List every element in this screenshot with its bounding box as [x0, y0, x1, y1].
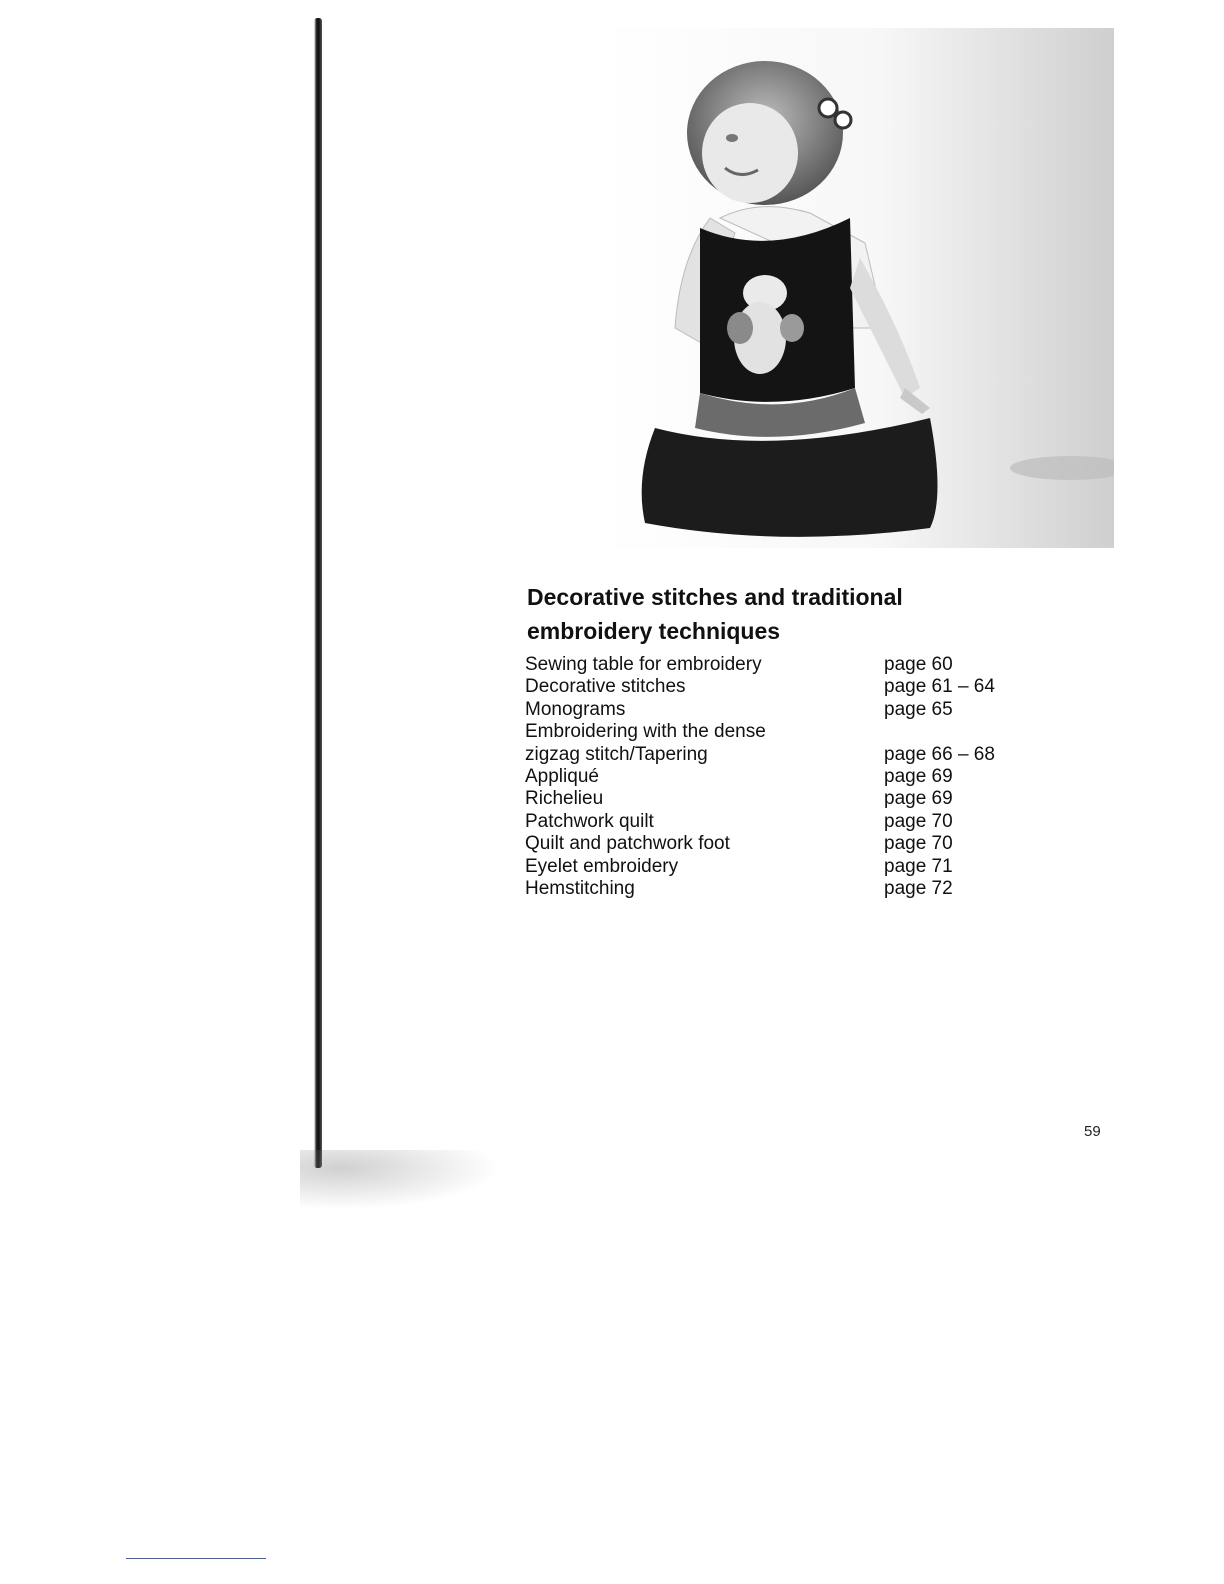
page-number: 59	[1084, 1123, 1101, 1140]
toc-label: Eyelet embroidery	[525, 855, 679, 877]
toc-label: Richelieu	[525, 788, 604, 810]
toc-row	[525, 676, 1085, 698]
toc-page: page 71	[884, 855, 953, 877]
toc-label: zigzag stitch/Tapering	[525, 743, 708, 765]
toc-row	[525, 856, 1085, 878]
toc-row	[525, 699, 1085, 721]
toc-row	[525, 766, 1085, 788]
toc-label: Embroidering with the dense	[525, 721, 766, 743]
toc-label: Quilt and patchwork foot	[525, 833, 730, 855]
toc-label: Monograms	[525, 698, 626, 720]
toc-row	[525, 721, 1085, 743]
section-heading-line-1: Decorative stitches and traditional	[527, 584, 903, 610]
toc-page: page 65	[884, 698, 953, 720]
toc-row	[525, 744, 1085, 766]
toc-page: page 70	[884, 833, 953, 855]
toc-page: page 69	[884, 788, 953, 810]
section-heading-line-2: embroidery techniques	[527, 618, 781, 644]
toc-page: page 72	[884, 877, 953, 899]
toc-page: page 70	[884, 810, 953, 832]
toc-page: page 61 – 64	[884, 676, 995, 698]
toc-label: Patchwork quilt	[525, 810, 654, 832]
toc-row	[525, 878, 1085, 900]
toc-row	[525, 811, 1085, 833]
footer-rule	[126, 1558, 266, 1559]
toc-row	[525, 833, 1085, 855]
toc-row	[525, 788, 1085, 810]
toc-label: Sewing table for embroidery	[525, 654, 762, 675]
toc-label: Appliqué	[525, 765, 599, 787]
child-photo-icon	[600, 28, 1114, 548]
section-heading	[527, 580, 1087, 648]
toc-page: page 66 – 68	[884, 743, 995, 765]
toc-label: Decorative stitches	[525, 676, 686, 698]
page-binding-edge	[314, 18, 322, 1168]
toc-label: Hemstitching	[525, 877, 635, 899]
toc-page: page 69	[884, 765, 953, 787]
binding-shadow	[300, 1150, 500, 1210]
toc-row	[525, 654, 1085, 676]
table-of-contents	[525, 654, 1085, 900]
toc-page: page 60	[884, 654, 953, 675]
